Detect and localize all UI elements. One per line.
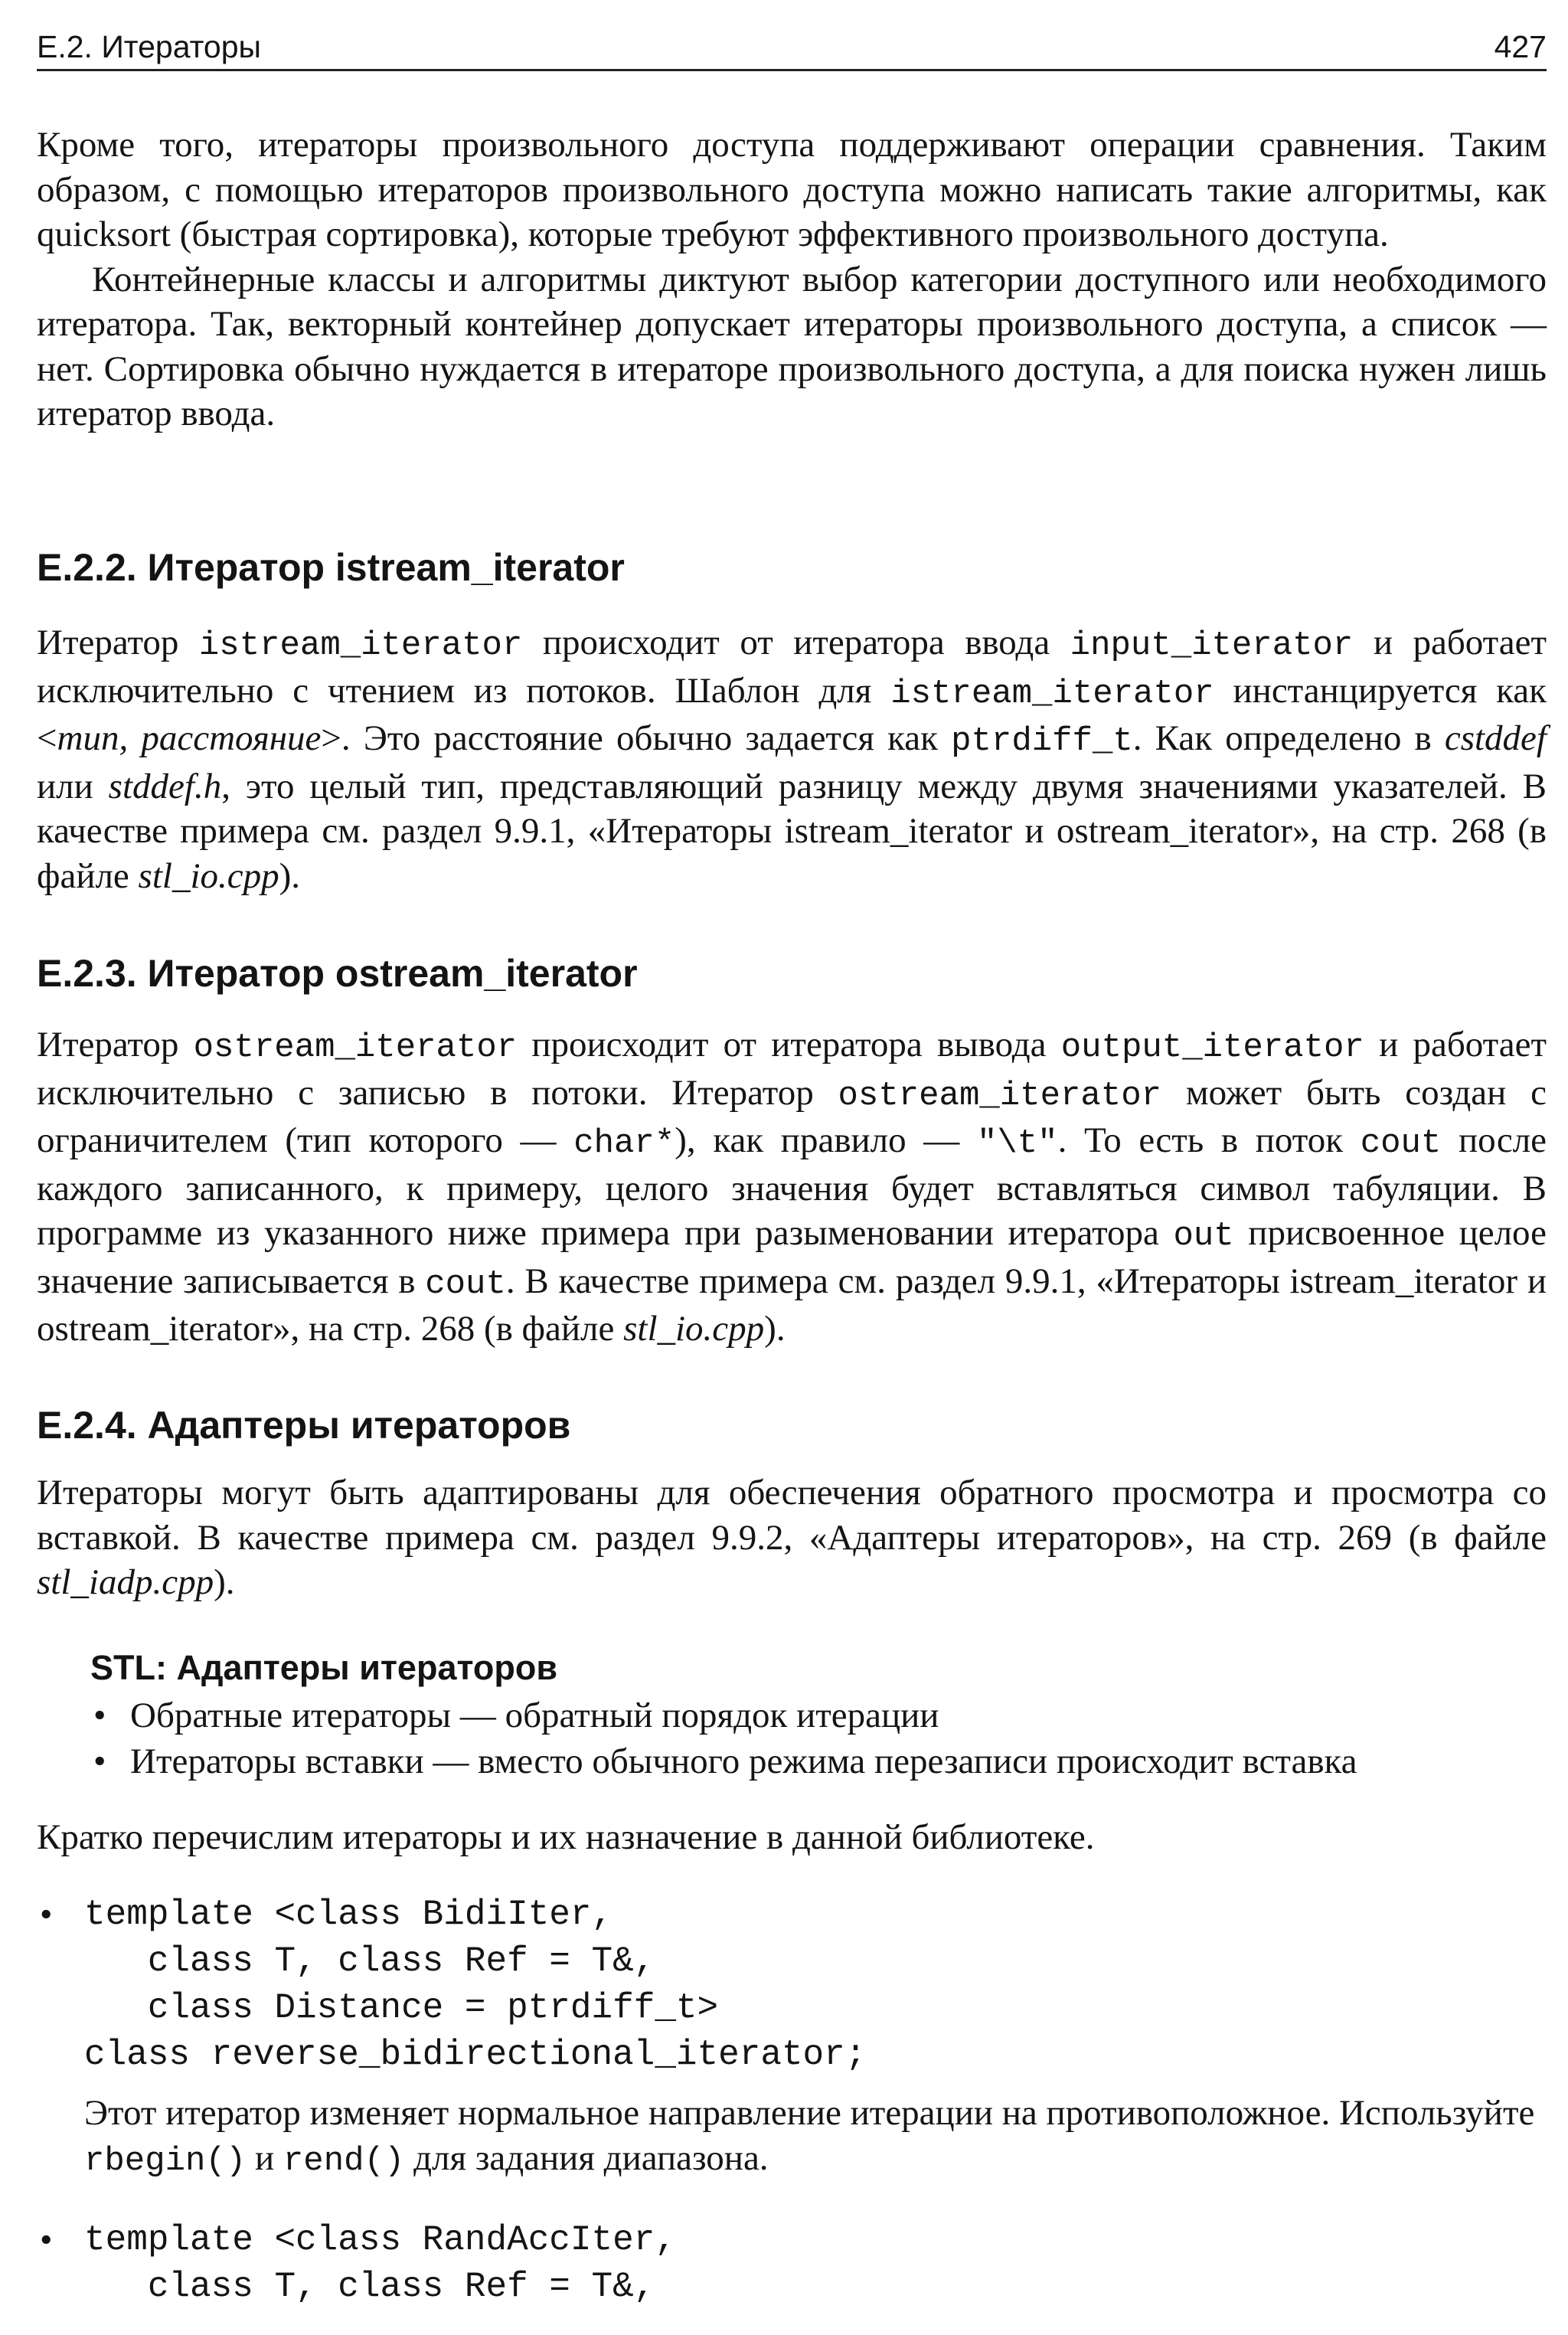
code-out: out <box>1173 1217 1234 1255</box>
code-char-pointer: char* <box>573 1124 675 1163</box>
adapters-paragraph <box>37 1470 1547 1605</box>
code-istream-iterator: istream_iterator <box>890 674 1214 713</box>
italic-cstddef: cstddef <box>1444 718 1547 758</box>
istream-paragraph <box>37 620 1547 898</box>
stl-box-list <box>90 1692 1530 1784</box>
code-cout: cout <box>425 1264 506 1303</box>
bullet-mark: • <box>40 1895 53 1934</box>
bullet-mark: • <box>40 2220 53 2260</box>
code-ostream-iterator: ostream_iterator <box>193 1029 518 1067</box>
text-run: может быть создан с ограничителем (тип которого — <box>37 1072 1547 1160</box>
code-ptrdiff-t: ptrdiff_t <box>951 722 1133 760</box>
stl-box-title: STL: Адаптеры итераторов <box>90 1648 558 1687</box>
text-run: инстанцируется как < <box>37 670 1547 758</box>
section-title-adapters: Е.2.4. Адаптеры итераторов <box>37 1404 571 1447</box>
running-header-section: Е.2. Итераторы <box>37 29 262 64</box>
italic-filename: stl_iadp.cpp <box>37 1562 214 1602</box>
section-title-istream: Е.2.2. Итератор istream_iterator <box>37 546 625 589</box>
code-rend: rend() <box>283 2141 405 2180</box>
text-run: происходит от итератора ввода <box>522 623 1070 662</box>
section-title-ostream: Е.2.3. Итератор ostream_iterator <box>37 952 638 995</box>
text-run: , это целый тип, представляющий разницу между двумя значениями указателей. В качестве примера см. раздел 9.9.1, «Итераторы istream_iterator и ostream_iterator», на стр. 268 (в файле <box>37 766 1547 896</box>
section-body-ostream <box>37 1022 1547 1352</box>
text-run: . В качестве примера см. раздел 9.9.1, «Итераторы istream_iterator и ostream_iterator», на стр. 268 (в файле <box>37 1261 1547 1349</box>
text-run: ). <box>214 1562 235 1602</box>
code-rbegin: rbegin() <box>84 2141 247 2180</box>
running-header <box>37 23 1547 71</box>
text-run: присвоенное целое значение записывается в <box>37 1213 1547 1301</box>
intro-paragraph-1: Кроме того, итераторы произвольного доступа поддерживают операции сравнения. Таким образом, с помощью итераторов произвольного доступа можно написать такие алгоритмы, как quicksort (быстрая сортировка), которые требуют эффективного произвольного доступа. <box>37 125 1547 254</box>
code-lines: template <class BidiIter, class T, class Ref = T&, class Distance = ptrdiff_t> class reverse_bidirectional_iterator; <box>84 1895 867 2075</box>
page-number: 427 <box>1494 29 1547 64</box>
intro-text <box>37 123 1547 437</box>
italic-filename: stl_io.cpp <box>623 1309 765 1349</box>
listing-intro-text: Кратко перечислим итераторы и их назначение в данной библиотеке. <box>37 1817 1095 1857</box>
text-run: Этот итератор изменяет нормальное направление итерации на противоположное. Используйте <box>84 2093 1535 2133</box>
text-run: Итератор <box>37 1025 194 1064</box>
italic-filename: stl_io.cpp <box>138 855 279 896</box>
code-cout: cout <box>1360 1124 1442 1163</box>
section-body-istream <box>37 620 1547 898</box>
code-tab-delimiter: "\t" <box>976 1124 1058 1163</box>
code-input-iterator: input_iterator <box>1070 626 1354 665</box>
text-run: после каждого записанного, к примеру, целого значения будет вставляться символ табуляции. В программе из указанного ниже примера при разыменовании итератора <box>37 1120 1547 1253</box>
text-run: для задания диапазона. <box>404 2137 769 2178</box>
text-run: . То есть в поток <box>1057 1120 1361 1160</box>
text-run: ). <box>279 855 301 896</box>
text-run: Итераторы могут быть адаптированы для обеспечения обратного просмотра и просмотра со вставкой. В качестве примера см. раздел 9.9.2, «Адаптеры итераторов», на стр. 269 (в файле <box>37 1473 1547 1558</box>
section-body-adapters <box>37 1470 1547 1605</box>
list-item: • Обратные итераторы — обратный порядок итерации <box>90 1692 1530 1738</box>
text-run: происходит от итератора вывода <box>517 1025 1061 1064</box>
code-ostream-iterator: ostream_iterator <box>838 1076 1161 1115</box>
code-lines: template <class RandAccIter, class T, class Ref = T&, <box>84 2220 676 2307</box>
code-description <box>84 2091 1535 2183</box>
listing-intro <box>37 1815 1547 1860</box>
text-run: и <box>246 2137 283 2178</box>
text-run: ). <box>764 1309 786 1349</box>
code-output-iterator: output_iterator <box>1060 1029 1364 1067</box>
intro-paragraph-2: Контейнерные классы и алгоритмы диктуют выбор категории доступного или необходимого итератора. Так, векторный контейнер допускает итераторы произвольного доступа, а список — нет. Сортировка обычно нуждается в итераторе произвольного доступа, а для поиска нужен лишь итератор ввода. <box>37 259 1547 433</box>
text-run: . Как определено в <box>1132 718 1445 758</box>
code-block-reverse-bidirectional <box>37 1892 1537 2078</box>
text-run: и работает исключительно с записью в потоки. Итератор <box>37 1025 1547 1113</box>
text-run: Итератор <box>37 623 199 662</box>
code-block-random-access <box>37 2217 1537 2310</box>
text-run: и работает исключительно с чтением из потоков. Шаблон для <box>37 623 1547 711</box>
italic-stddef-h: stddef.h <box>108 766 222 806</box>
code-description-text <box>84 2091 1535 2183</box>
ostream-paragraph <box>37 1022 1547 1352</box>
italic-type-distance: тип, расстояние <box>57 718 322 758</box>
code-istream-iterator: istream_iterator <box>198 626 523 665</box>
text-run: ), как правило — <box>675 1120 977 1160</box>
list-item: • Итераторы вставки — вместо обычного режима перезаписи происходит вставка <box>90 1738 1530 1784</box>
text-run: или <box>37 766 109 806</box>
text-run: >. Это расстояние обычно задается как <box>321 718 952 758</box>
